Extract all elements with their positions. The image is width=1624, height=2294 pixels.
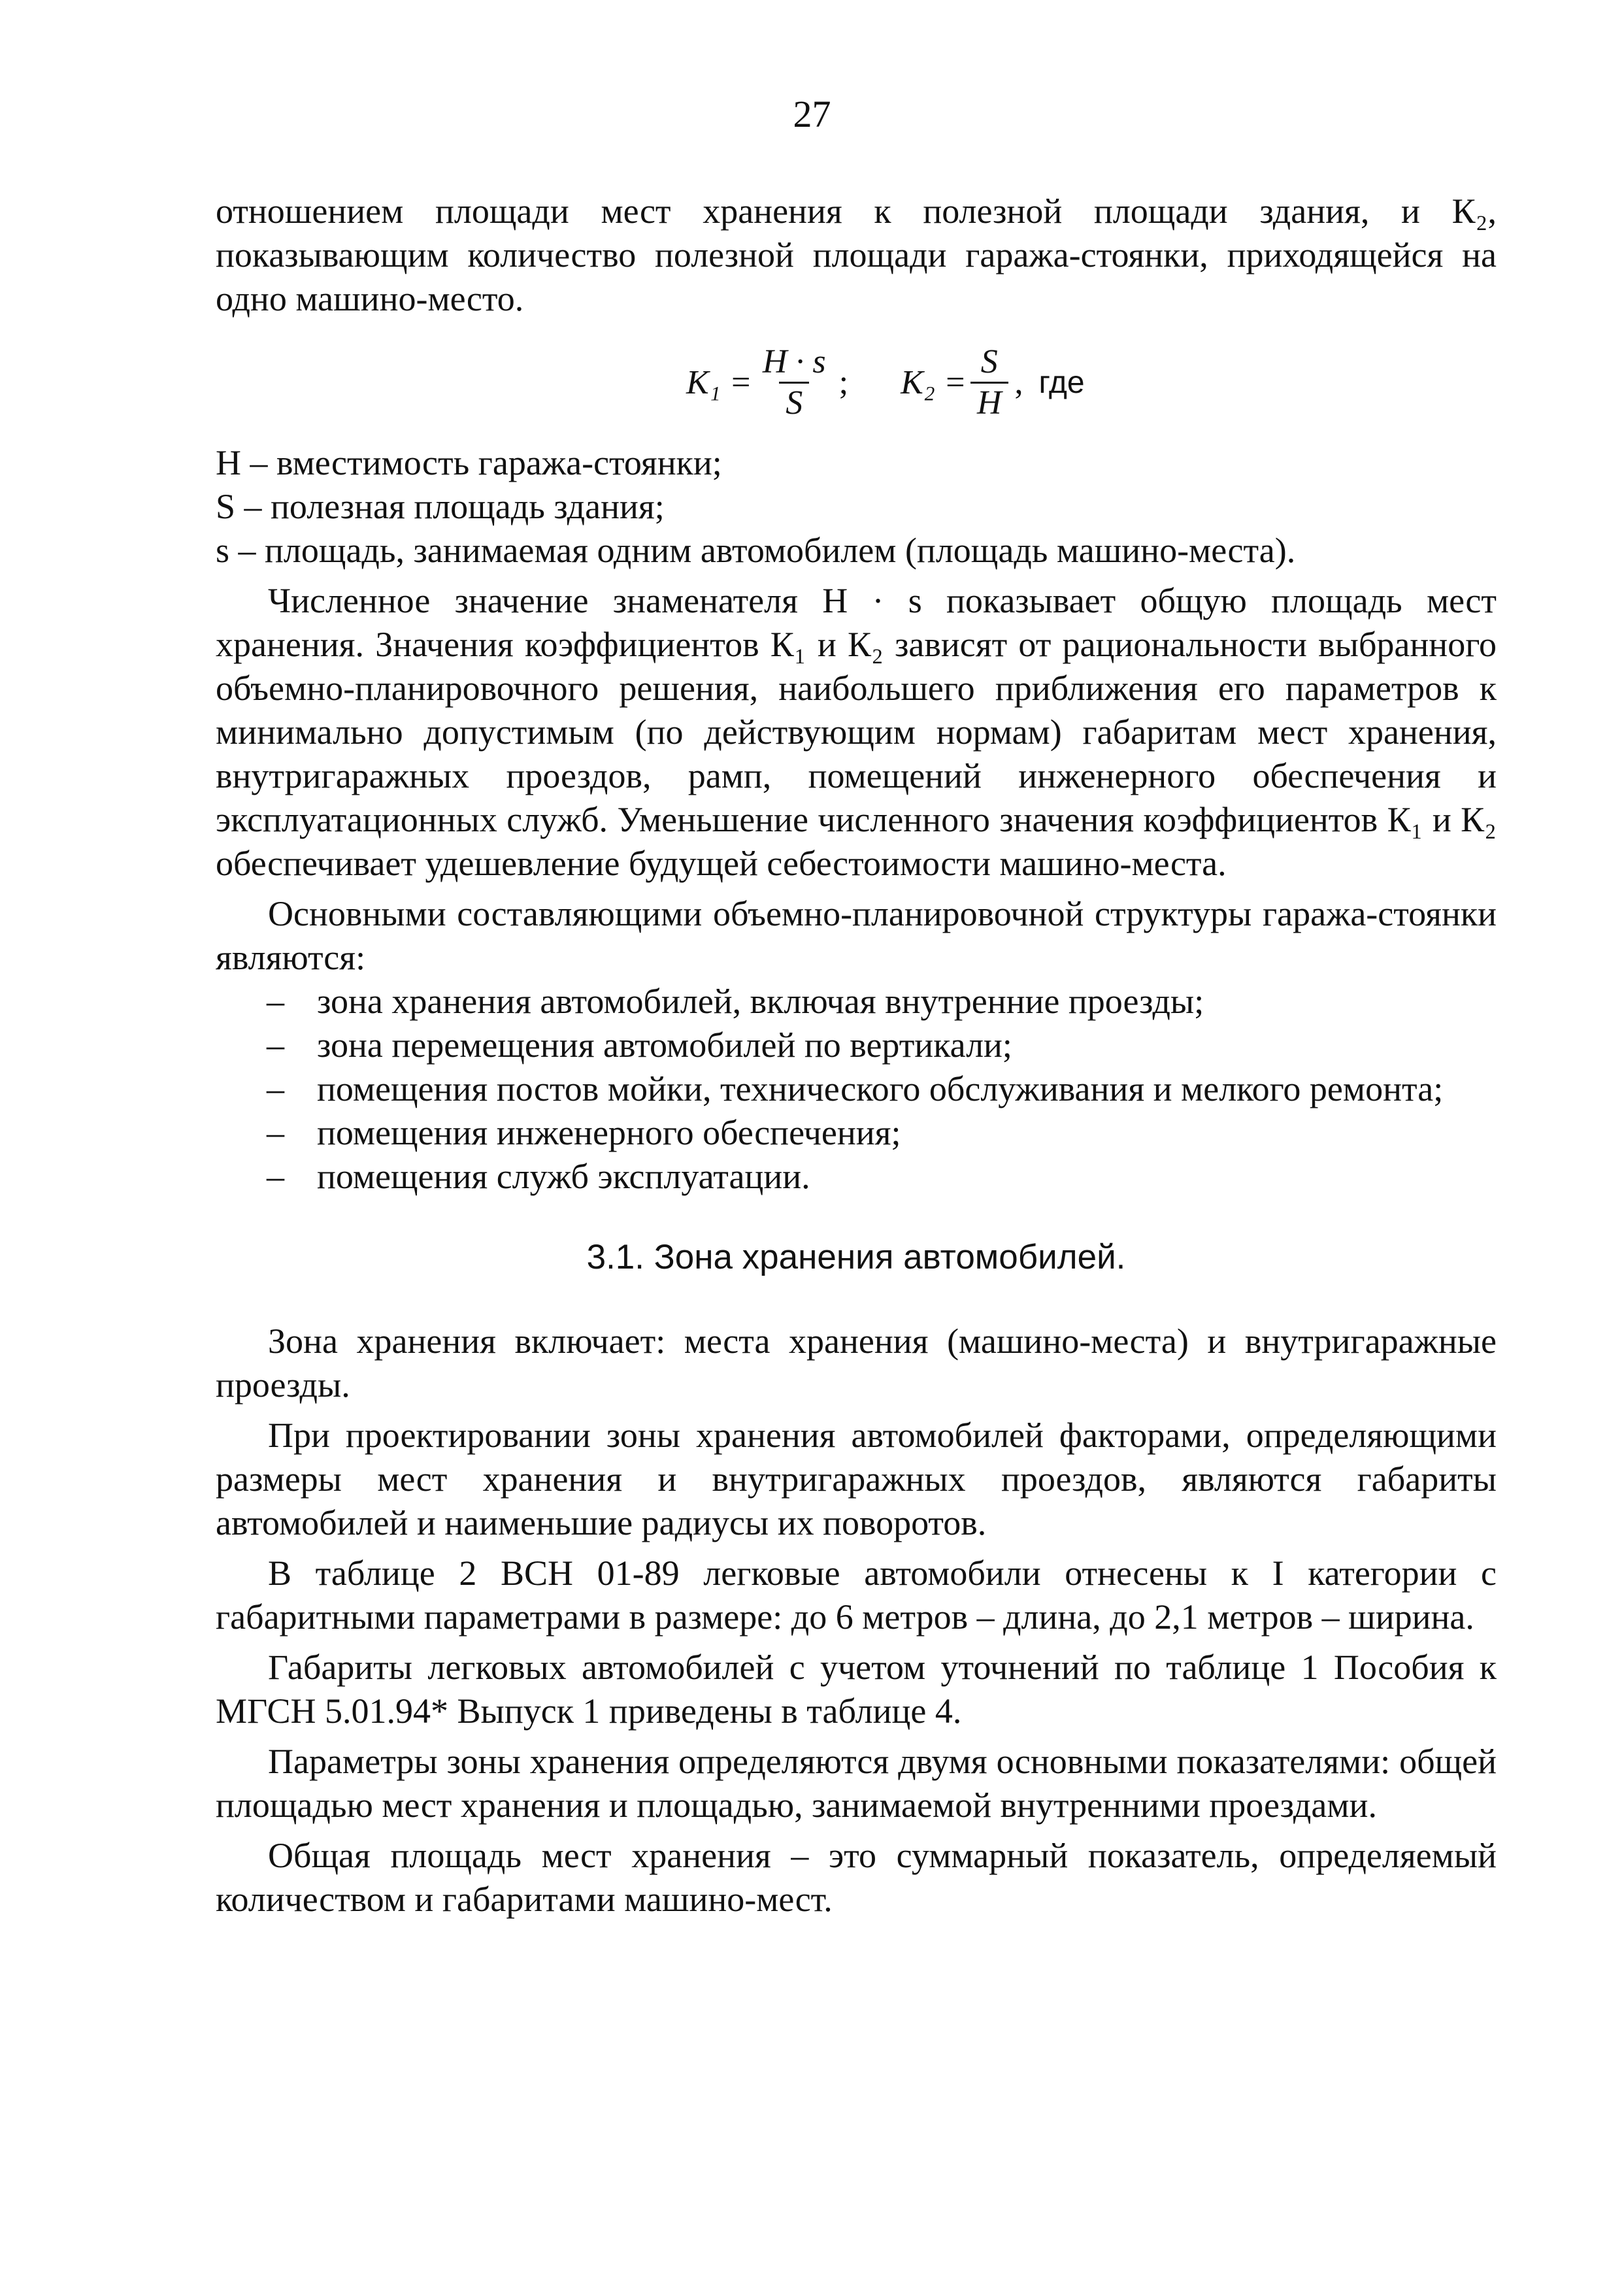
list-dash: – [267,1113,284,1152]
legend-useful-area: S – полезная площадь здания; [216,487,665,526]
section-heading: 3.1. Зона хранения автомобилей. [586,1238,1126,1276]
list-item [216,1023,1497,1067]
formula-k2 [901,342,1023,423]
formula-k2-lhs: K₂ = [901,363,967,401]
list-item [216,980,1497,1023]
fraction-k2 [970,342,1008,423]
legend-capacity: Н – вместимость гаража-стоянки; [216,443,722,482]
list-item-text: помещения инженерного обеспечения; [317,1113,901,1152]
list-dash: – [267,1025,284,1065]
list-dash: – [267,982,284,1021]
section-paragraph: Общая площадь мест хранения – это суммарный показатель, определяемый количеством и габаритами машино-мест. [216,1836,1497,1919]
list-dash: – [267,1069,284,1108]
formula-k1-separator: ; [838,363,849,401]
paragraph-denominator: Численное значение знаменателя H · s показывает общую площадь мест хранения. Значения коэффициентов К₁ и К₂ зависят от рациональности выбранного объемно-планировочного решения, наибольшего приближения его параметров к минимально допустимым (по действующим нормам) габаритам мест хранения, внутригаражных проездов, рамп, помещений инженерного обеспечения и эксплуатационных служб. Уменьшение численного значения коэффициентов К₁ и К₂ обеспечивает удешевление будущей себестоимости машино-места. [216,581,1497,883]
formula-k2-separator: , [1014,363,1023,401]
formula-block [686,324,1497,441]
list-dash: – [267,1157,284,1196]
fraction-k2-numerator: S [980,342,998,380]
section-paragraph: Параметры зоны хранения определяются двумя основными показателями: общей площадью мест хранения и площадью, занимаемой внутренними проездами. [216,1742,1497,1825]
paragraph-components: Основными составляющими объемно-планировочной структуры гаража-стоянки являются: [216,894,1497,977]
section-paragraph: Зона хранения включает: места хранения (машино-места) и внутригаражные проезды. [216,1322,1497,1405]
list-item [216,1155,1497,1199]
list-item-text: зона хранения автомобилей, включая внутренние проезды; [317,982,1204,1021]
body-text [216,190,1497,1921]
list-item [216,1067,1497,1111]
list-item [216,1111,1497,1155]
fraction-k1-numerator: H · s [762,342,826,380]
list-item-text: помещения служб эксплуатации. [317,1157,810,1196]
formula-where: где [1038,365,1085,400]
section-paragraph: В таблице 2 ВСН 01-89 легковые автомобили отнесены к I категории с габаритными параметрами в размере: до 6 метров – длина, до 2,1 метров – ширина. [216,1554,1497,1637]
intro-paragraph: отношением площади мест хранения к полезной площади здания, и К₂, показывающим количество полезной площади гаража-стоянки, приходящейся на одно машино-место. [216,191,1497,318]
fraction-k2-denominator: H [970,382,1008,423]
section-paragraph: При проектировании зоны хранения автомобилей факторами, определяющими размеры мест хранения и внутригаражных проездов, являются габариты автомобилей и наименьшие радиусы их поворотов. [216,1416,1497,1542]
section-paragraph: Габариты легковых автомобилей с учетом уточнений по таблице 1 Пособия к МГСН 5.01.94* Выпуск 1 приведены в таблице 4. [216,1648,1497,1731]
components-list [216,980,1497,1199]
fraction-k1 [756,342,833,423]
page-number: 27 [793,93,831,135]
legend-car-area: s – площадь, занимаемая одним автомобилем (площадь машино-места). [216,531,1296,570]
formula-k1-lhs: K₁ = [686,363,752,401]
fraction-k1-denominator: S [779,382,809,423]
list-item-text: помещения постов мойки, технического обслуживания и мелкого ремонта; [317,1069,1444,1108]
list-item-text: зона перемещения автомобилей по вертикали; [317,1025,1012,1065]
formula-k1 [686,342,848,423]
